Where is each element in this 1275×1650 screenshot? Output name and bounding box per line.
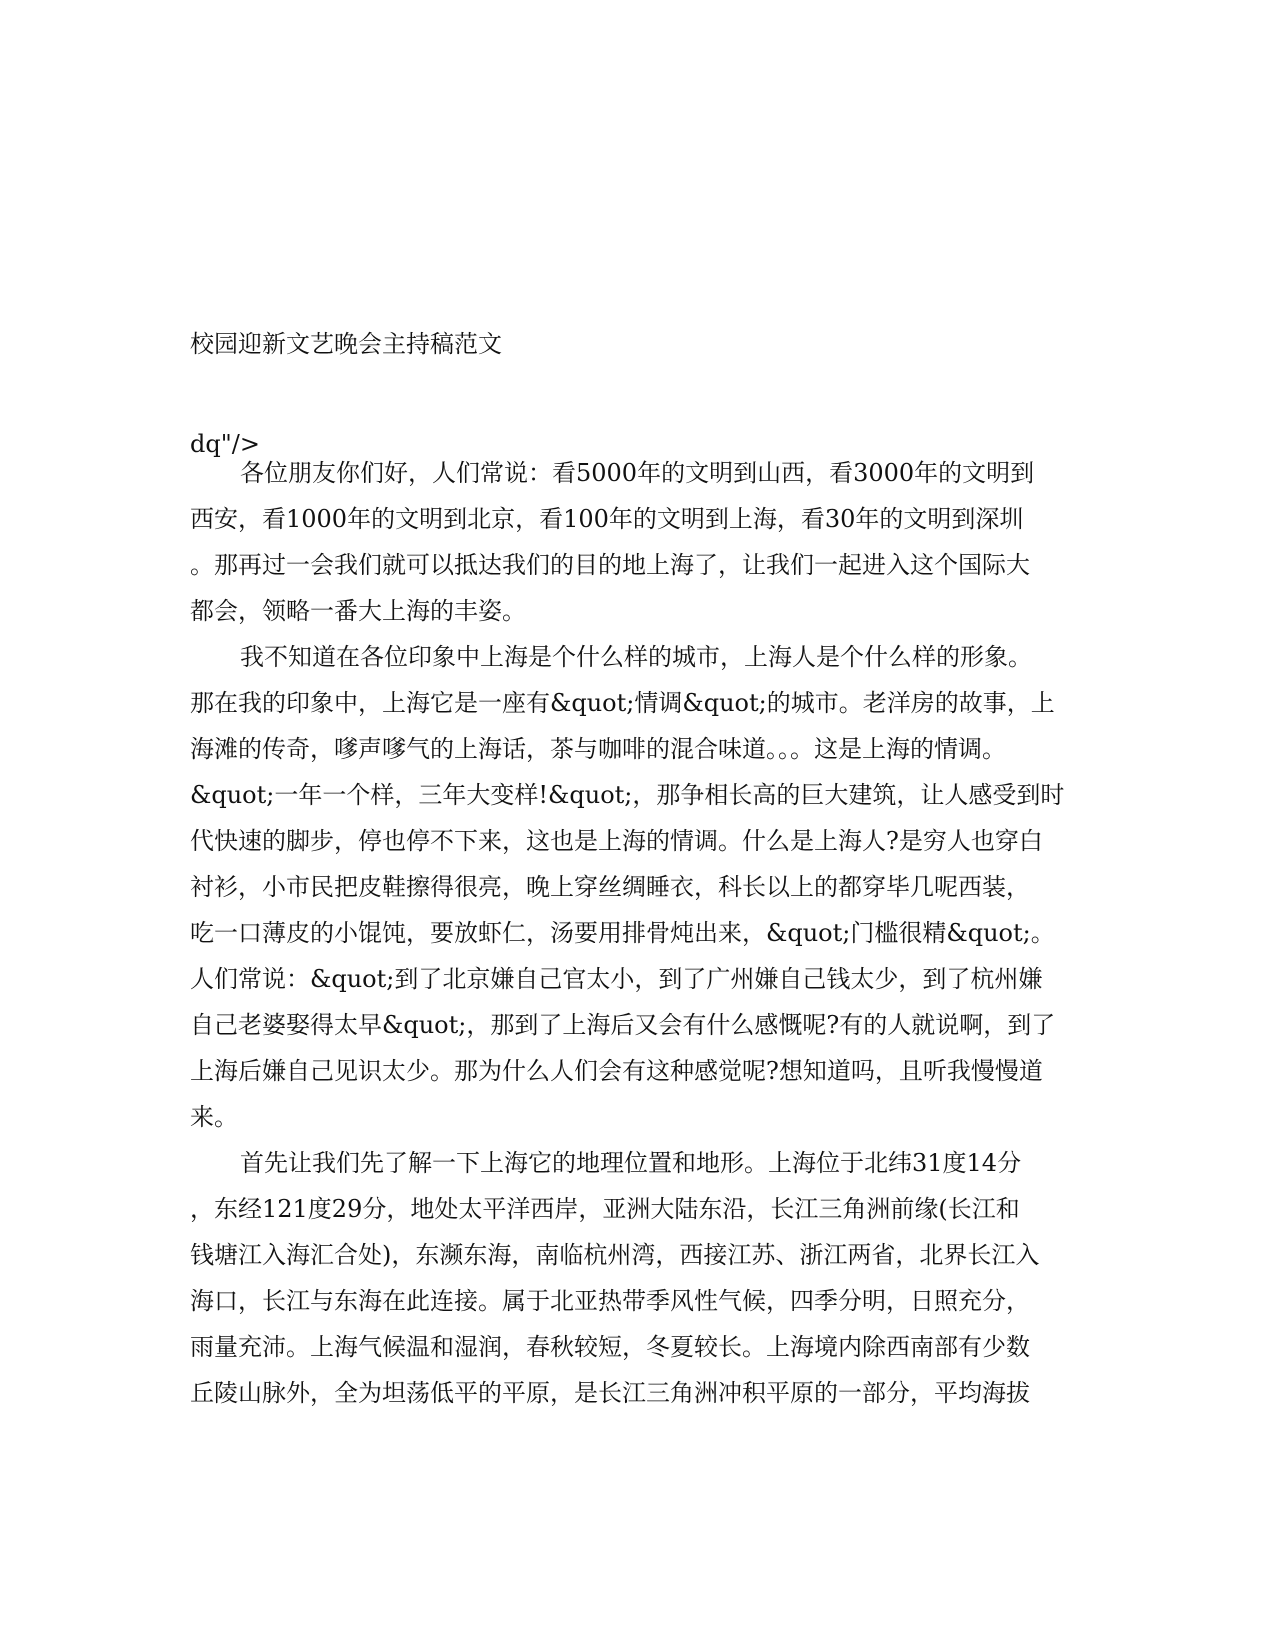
paragraph-line: 都会，领略一番大上海的丰姿。 <box>190 597 526 625</box>
paragraph-line: 雨量充沛。上海气候温和湿润，春秋较短，冬夏较长。上海境内除西南部有少数 <box>190 1333 1030 1361</box>
paragraph-line: 来。 <box>190 1103 238 1131</box>
paragraph-line: 西安，看1000年的文明到北京，看100年的文明到上海，看30年的文明到深圳 <box>190 505 1024 533</box>
paragraph-line: 钱塘江入海汇合处)，东濒东海，南临杭州湾，西接江苏、浙江两省，北界长江入 <box>190 1241 1040 1269</box>
paragraph-line: 衬衫，小市民把皮鞋擦得很亮，晚上穿丝绸睡衣，科长以上的都穿毕几呢西装， <box>190 873 1030 901</box>
paragraph-line: &quot;一年一个样，三年大变样!&quot;，那争相长高的巨大建筑，让人感受到时 <box>190 781 1065 809</box>
paragraph-line: 。那再过一会我们就可以抵达我们的目的地上海了，让我们一起进入这个国际大 <box>190 551 1030 579</box>
paragraph-line: 人们常说：&quot;到了北京嫌自己官太小，到了广州嫌自己钱太少，到了杭州嫌 <box>190 965 1043 993</box>
paragraph-line: ，东经121度29分，地处太平洋西岸，亚洲大陆东沿，长江三角洲前缘(长江和 <box>190 1195 1020 1223</box>
paragraph-line: 吃一口薄皮的小馄饨，要放虾仁，汤要用排骨炖出来，&quot;门槛很精&quot;。 <box>190 919 1055 947</box>
paragraph-line: 各位朋友你们好，人们常说：看5000年的文明到山西，看3000年的文明到 <box>240 459 1035 487</box>
document-title: 校园迎新文艺晚会主持稿范文 <box>190 330 502 358</box>
paragraph-line: 那在我的印象中，上海它是一座有&quot;情调&quot;的城市。老洋房的故事，上 <box>190 689 1055 717</box>
paragraph-line: 我不知道在各位印象中上海是个什么样的城市，上海人是个什么样的形象。 <box>240 643 1032 671</box>
paragraph-line: 首先让我们先了解一下上海它的地理位置和地形。上海位于北纬31度14分 <box>240 1149 1022 1177</box>
paragraph-line: 海口，长江与东海在此连接。属于北亚热带季风性气候，四季分明，日照充分， <box>190 1287 1030 1315</box>
stray-markup-text: dq"/> <box>190 430 260 458</box>
paragraph-line: 海滩的传奇，嗲声嗲气的上海话，茶与咖啡的混合味道。。。这是上海的情调。 <box>190 735 1006 763</box>
paragraph-line: 上海后嫌自己见识太少。那为什么人们会有这种感觉呢?想知道吗，且听我慢慢道 <box>190 1057 1043 1085</box>
paragraph-line: 自己老婆娶得太早&quot;，那到了上海后又会有什么感慨呢?有的人就说啊，到了 <box>190 1011 1056 1039</box>
paragraph-line: 代快速的脚步，停也停不下来，这也是上海的情调。什么是上海人?是穷人也穿白 <box>190 827 1043 855</box>
paragraph-line: 丘陵山脉外，全为坦荡低平的平原，是长江三角洲冲积平原的一部分，平均海拔 <box>190 1379 1030 1407</box>
